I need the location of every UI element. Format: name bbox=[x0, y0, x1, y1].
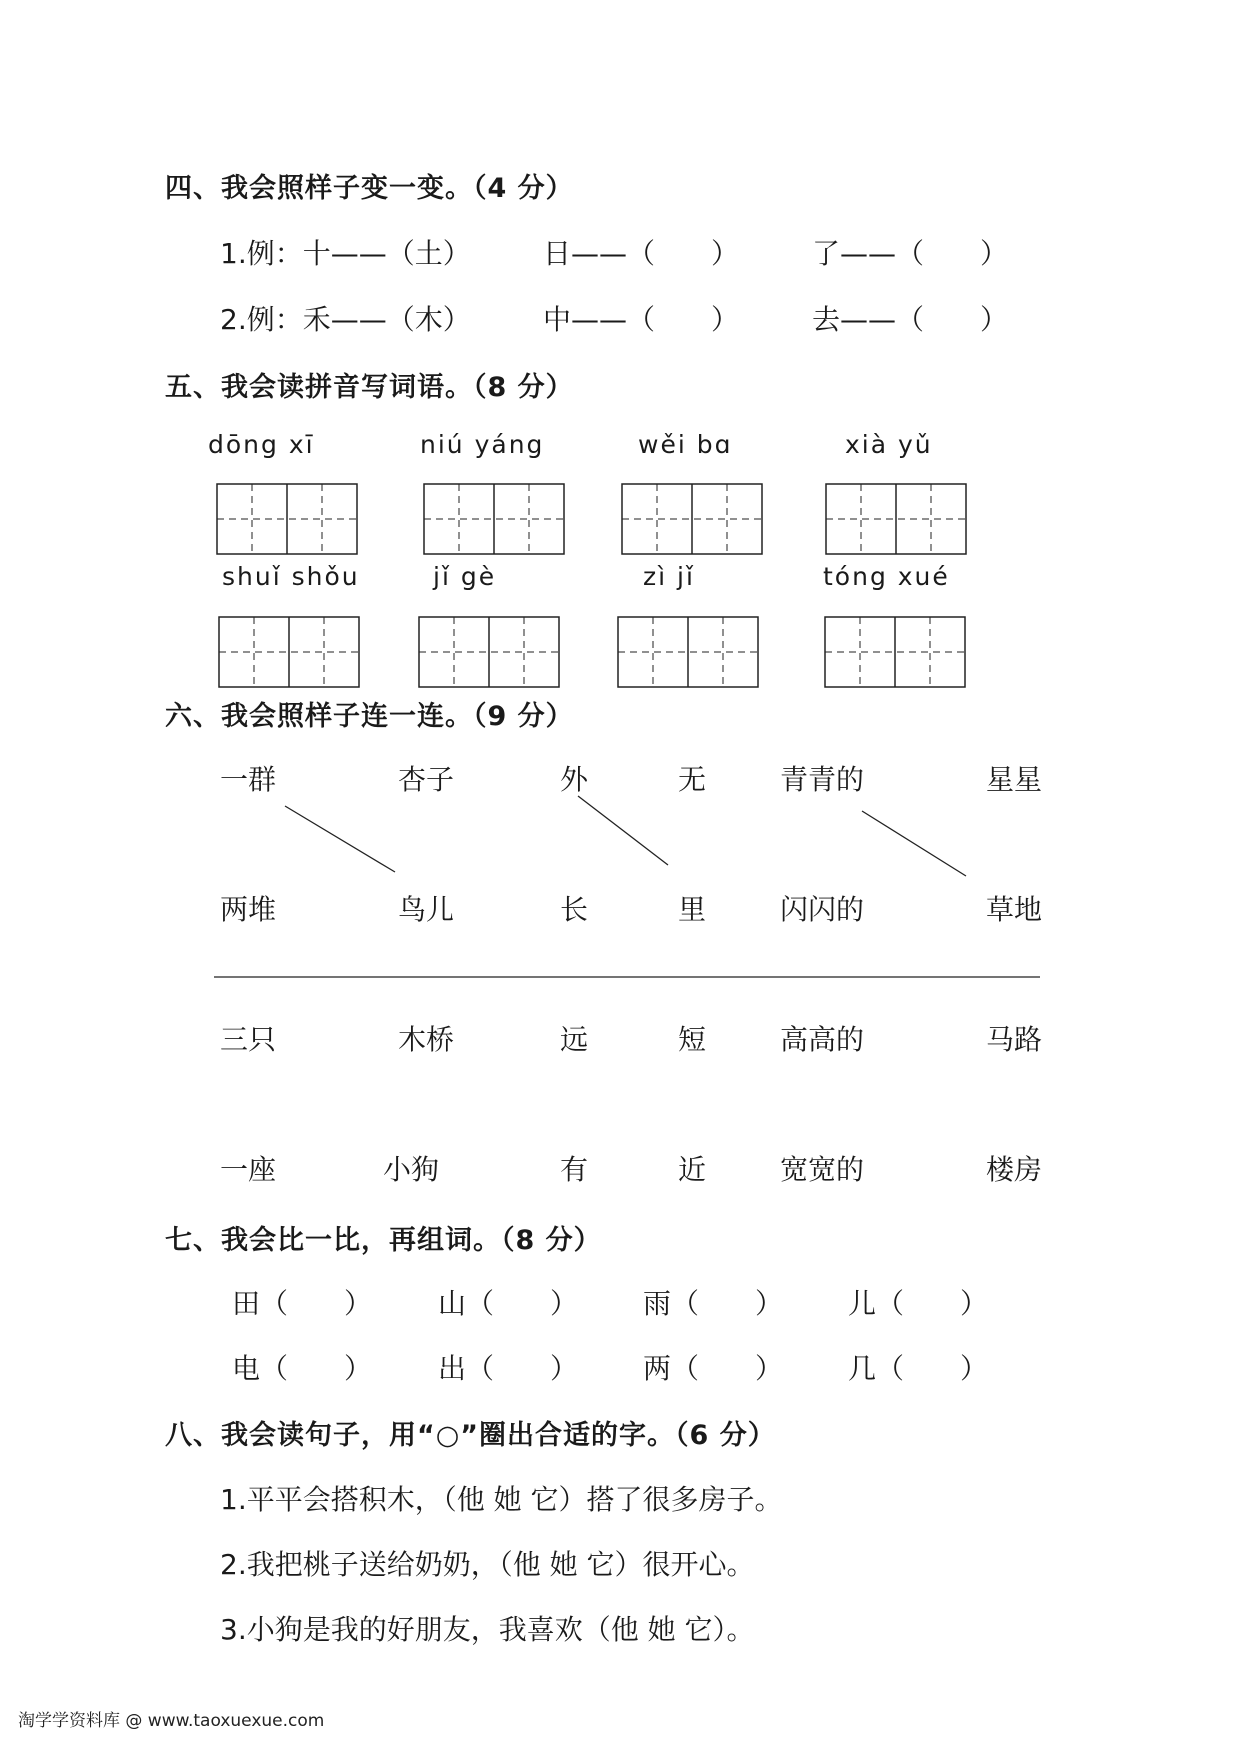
match-word[interactable]: 星星 bbox=[986, 763, 1043, 796]
example-line bbox=[862, 811, 966, 876]
pinyin-4: xià yǔ bbox=[845, 430, 933, 459]
match-word[interactable]: 一座 bbox=[220, 1153, 277, 1186]
s7-item[interactable]: 电（ ） bbox=[232, 1352, 373, 1385]
match-word[interactable]: 楼房 bbox=[986, 1153, 1043, 1186]
s4-q2-b: 去——（ ） bbox=[812, 303, 1009, 336]
s7-item[interactable]: 两（ ） bbox=[643, 1352, 784, 1385]
section-7-title: 七、我会比一比，再组词。（8 分） bbox=[165, 1225, 602, 1256]
match-word[interactable]: 近 bbox=[678, 1153, 707, 1186]
match-word[interactable]: 宽宽的 bbox=[780, 1153, 865, 1186]
pinyin-6: jǐ gè bbox=[433, 562, 497, 591]
match-word[interactable]: 草地 bbox=[986, 893, 1043, 926]
match-word[interactable]: 一群 bbox=[220, 763, 277, 796]
s4-example-2: 2.例：禾——（木） bbox=[220, 303, 471, 336]
s7-item[interactable]: 儿（ ） bbox=[848, 1287, 989, 1320]
match-word[interactable]: 马路 bbox=[986, 1023, 1043, 1056]
example-line bbox=[285, 806, 395, 872]
match-word[interactable]: 短 bbox=[678, 1023, 707, 1056]
match-word[interactable]: 木桥 bbox=[398, 1023, 455, 1056]
s4-q1-a: 日——（ ） bbox=[543, 237, 740, 270]
pinyin-1: dōng xī bbox=[208, 430, 315, 459]
pinyin-8: tóng xué bbox=[823, 562, 950, 591]
match-word[interactable]: 两堆 bbox=[220, 893, 277, 926]
pinyin-5: shuǐ shǒu bbox=[222, 562, 360, 591]
match-word[interactable]: 外 bbox=[560, 763, 589, 796]
s7-item[interactable]: 田（ ） bbox=[232, 1287, 373, 1320]
section-6-title: 六、我会照样子连一连。（9 分） bbox=[165, 701, 574, 732]
s7-item[interactable]: 雨（ ） bbox=[643, 1287, 784, 1320]
match-word[interactable]: 杏子 bbox=[398, 763, 455, 796]
footer-watermark: 淘学学资料库 @ www.taoxuexue.com bbox=[18, 1711, 325, 1731]
match-word[interactable]: 小狗 bbox=[383, 1153, 440, 1186]
section-4-title: 四、我会照样子变一变。（4 分） bbox=[165, 173, 574, 204]
s4-example-1: 1.例：十——（土） bbox=[220, 237, 471, 270]
s4-q1-b: 了——（ ） bbox=[812, 237, 1009, 270]
match-word[interactable]: 长 bbox=[560, 893, 589, 926]
section-8-title: 八、我会读句子，用“○”圈出合适的字。（6 分） bbox=[165, 1420, 776, 1451]
s7-item[interactable]: 几（ ） bbox=[848, 1352, 989, 1385]
s7-item[interactable]: 山（ ） bbox=[438, 1287, 579, 1320]
sentence-2[interactable]: 2.我把桃子送给奶奶，（他 她 它）很开心。 bbox=[220, 1548, 755, 1581]
sentence-3[interactable]: 3.小狗是我的好朋友，我喜欢（他 她 它）。 bbox=[220, 1613, 755, 1646]
match-word[interactable]: 闪闪的 bbox=[780, 893, 865, 926]
pinyin-7: zì jǐ bbox=[643, 562, 695, 591]
match-word[interactable]: 远 bbox=[560, 1023, 589, 1056]
match-word[interactable]: 三只 bbox=[220, 1023, 277, 1056]
s4-q2-a: 中——（ ） bbox=[543, 303, 740, 336]
match-word[interactable]: 有 bbox=[560, 1153, 589, 1186]
match-word[interactable]: 无 bbox=[678, 763, 707, 796]
match-word[interactable]: 鸟儿 bbox=[398, 893, 455, 926]
sentence-1[interactable]: 1.平平会搭积木，（他 她 它）搭了很多房子。 bbox=[220, 1483, 783, 1516]
s7-item[interactable]: 出（ ） bbox=[438, 1352, 579, 1385]
pinyin-3: wěi bɑ bbox=[638, 430, 733, 459]
match-word[interactable]: 高高的 bbox=[780, 1023, 865, 1056]
match-word[interactable]: 里 bbox=[678, 893, 707, 926]
example-line bbox=[578, 796, 668, 865]
pinyin-2: niú yáng bbox=[420, 430, 545, 459]
section-5-title: 五、我会读拼音写词语。（8 分） bbox=[165, 372, 574, 403]
match-word[interactable]: 青青的 bbox=[780, 763, 865, 796]
